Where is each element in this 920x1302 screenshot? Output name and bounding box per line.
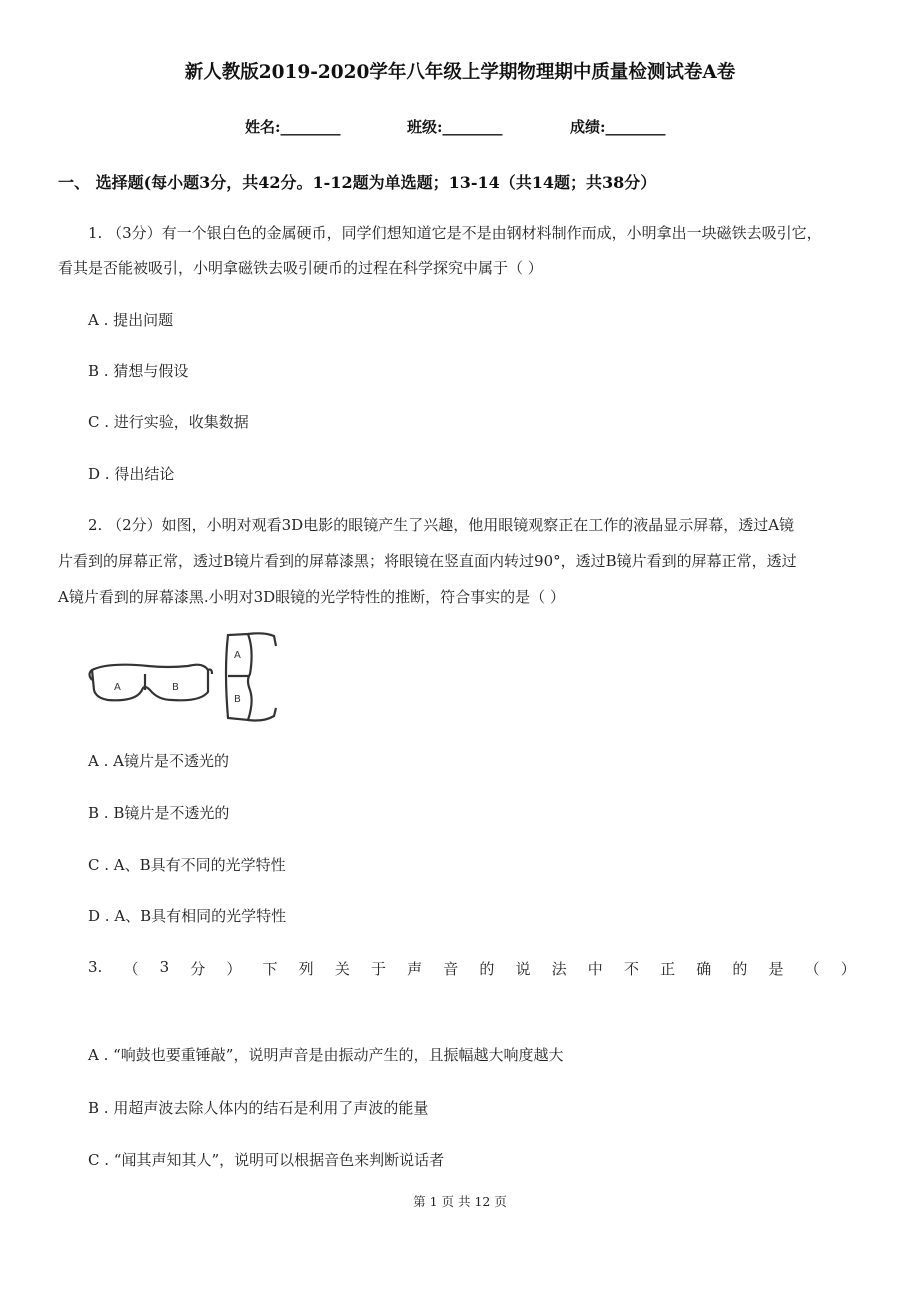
page-footer: 第 1 页 共 12 页 <box>413 1194 507 1209</box>
class-field: 班级:________ <box>407 118 503 136</box>
question-3-char: （ <box>804 960 820 978</box>
question-3-option-a: A . “响鼓也要重锤敲”，说明声音是由振动产生的，且振幅越大响度越大 <box>88 1046 564 1064</box>
question-3-char: 下 <box>262 960 278 978</box>
section-heading: 一、 选择题(每小题3分，共42分。1-12题为单选题；13-14（共14题；共38分） <box>58 173 657 192</box>
question-3-char: 的 <box>479 960 495 978</box>
question-3-char: 的 <box>732 960 748 978</box>
question-1-option-b: B . 猜想与假设 <box>88 362 189 380</box>
question-2-text-line-1: 2. （2分）如图，小明对观看3D电影的眼镜产生了兴趣，他用眼镜观察正在工作的液晶显示屏幕，透过A镜 <box>88 516 795 534</box>
name-field: 姓名:________ <box>245 118 341 136</box>
question-3-char: 于 <box>370 960 386 978</box>
lens-b-label-horizontal: B <box>172 682 179 693</box>
question-3-char: 不 <box>623 960 639 978</box>
question-3-char: 声 <box>407 960 423 978</box>
question-3-char: 列 <box>298 960 314 978</box>
question-3-char: 确 <box>696 960 712 978</box>
question-3-option-b: B . 用超声波去除人体内的结石是利用了声波的能量 <box>88 1099 429 1117</box>
question-3-char: 关 <box>334 960 350 978</box>
document-title: 新人教版2019-2020学年八年级上学期物理期中质量检测试卷A卷 <box>184 62 736 83</box>
question-1-option-c: C . 进行实验，收集数据 <box>88 413 249 431</box>
question-3-char: 说 <box>515 960 531 978</box>
question-3-option-c: C . “闻其声知其人”，说明可以根据音色来判断说话者 <box>88 1151 445 1169</box>
question-1-text-line-1: 1. （3分）有一个银白色的金属硬币，同学们想知道它是不是由钢材料制作而成，小明拿出一块磁铁去吸引它， <box>88 224 822 242</box>
question-3-char: 分 <box>190 960 206 978</box>
question-3-char: 音 <box>443 960 459 978</box>
question-3-char: ） <box>226 960 242 978</box>
question-2-text-line-3: A镜片看到的屏幕漆黑.小明对3D眼镜的光学特性的推断，符合事实的是（ ） <box>58 588 565 606</box>
question-2-text-line-2: 片看到的屏幕正常，透过B镜片看到的屏幕漆黑；将眼镜在竖直面内转过90°，透过B镜片看到的屏幕正常，透过 <box>58 552 797 570</box>
question-2-option-b: B . B镜片是不透光的 <box>88 804 230 822</box>
question-2-option-d: D . A、B具有相同的光学特性 <box>88 907 287 925</box>
lens-a-label-vertical: A <box>234 650 241 661</box>
question-3-char: 3. <box>88 958 103 976</box>
question-1-text-line-2: 看其是否能被吸引，小明拿磁铁去吸引硬币的过程在科学探究中属于（ ） <box>58 259 543 277</box>
question-3-text <box>88 958 856 979</box>
lens-a-label-horizontal: A <box>114 682 121 693</box>
question-2-option-a: A . A镜片是不透光的 <box>88 752 229 770</box>
question-1-option-a: A . 提出问题 <box>88 311 174 329</box>
question-3-char: （ <box>123 960 139 978</box>
question-3-char: 是 <box>768 960 784 978</box>
question-3-char: 正 <box>660 960 676 978</box>
question-3-char: 3 <box>159 958 170 976</box>
3d-glasses-figure <box>88 630 288 725</box>
score-field: 成绩:________ <box>570 118 666 136</box>
question-3-char: ） <box>840 960 856 978</box>
question-3-char: 法 <box>551 960 567 978</box>
question-1-option-d: D . 得出结论 <box>88 465 175 483</box>
lens-b-label-vertical: B <box>234 694 241 705</box>
question-3-char: 中 <box>587 960 603 978</box>
question-2-option-c: C . A、B具有不同的光学特性 <box>88 856 286 874</box>
